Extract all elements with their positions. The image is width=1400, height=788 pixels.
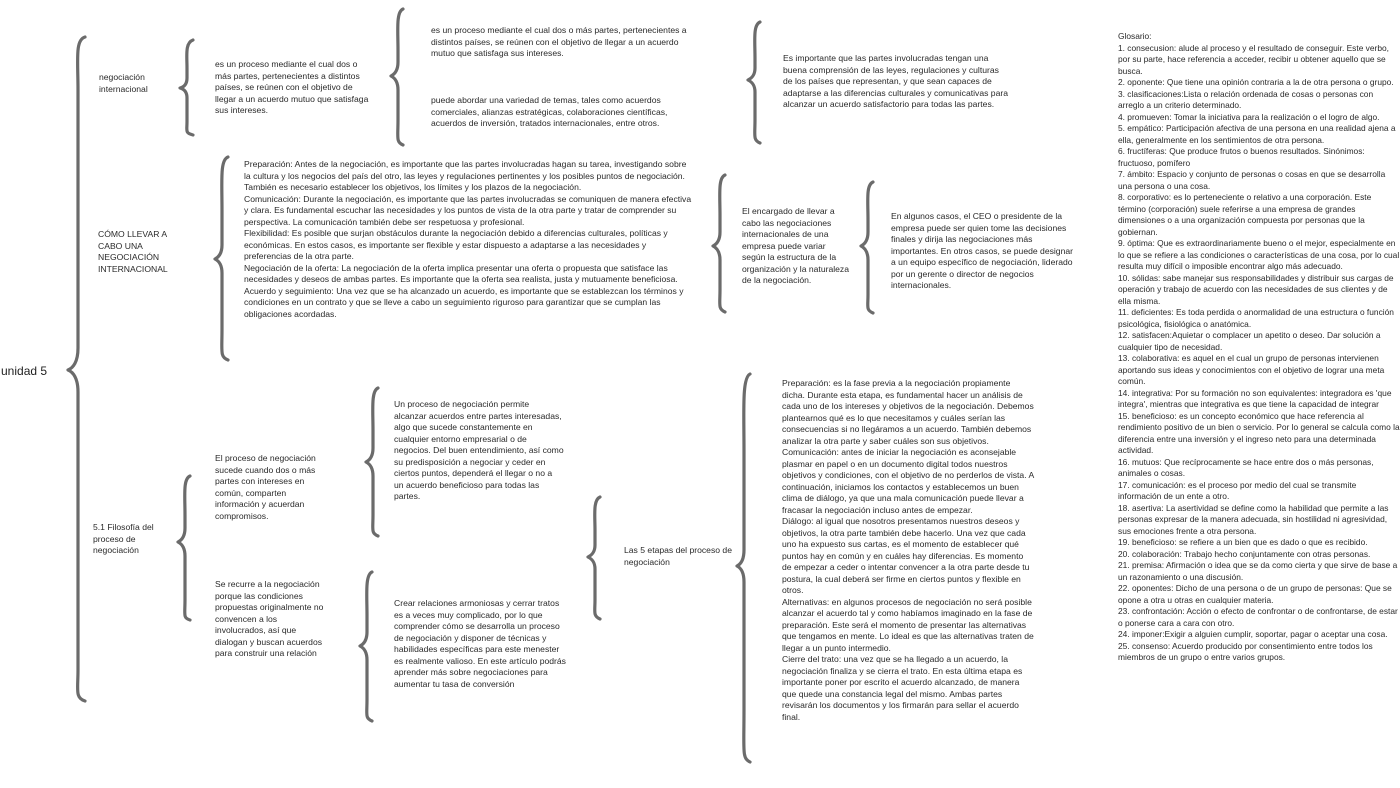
branch2-label: CÓMO LLEVAR A CABO UNA NEGOCIACIÓN INTERNACIONAL xyxy=(98,229,170,274)
branch2-ceo: En algunos casos, el CEO o presidente de la empresa puede ser quien tome las decisiones finales y dirija las negociaciones más importantes. En otros casos, se puede designar a un equipo específico de negociación, liderado por un gerente o director de negocios internacionales. xyxy=(891,211,1076,290)
glossary: Glosario: 1. consecusion: alude al proceso y el resultado de conseguir. Este verbo, por su parte, hace referencia a acceder, recibir u obtener aquello que se busca. 2. oponente: Que tiene una opinión contraria a la de otra persona o grupo. 3. clasificaciones:Lista o relación ordenada de cosas o personas con arreglo a un criterio determinado. 4. promueven: Tomar la iniciativa para la realización o el logro de algo. 5. empático: Participación afectiva de una persona en una realidad ajena a ella, generalmente en los sentimientos de otra persona. 6. fructíferas: Que produce frutos o buenos resultados. Sinónimos: fructuoso, pomífero 7. ámbito: Espacio y conjunto de personas o cosas en que se desarrolla una persona o una cosa. 8. corporativo: es lo perteneciente o relativo a una corporación. Este término (corporación) suele referirse a una empresa de grandes dimensiones o a una organización compuesta por personas que la gobiernan. 9. óptima: Que es extraordinariamente bueno o el mejor, especialmente en lo que se refiere a las condiciones o características de una cosa, por lo cual resulta muy difícil o imposible encontrar algo más adecuado. 10. sólidas: sabe manejar sus responsabilidades y distribuir sus cargas de operación y trabajo de acuerdo con las necesidades de sus clientes y de ella misma. 11. deficientes: Es toda perdida o anormalidad de una estructura o función psicológica, fisiológica o anatómica. 12. satisfacen:Aquietar o complacer un apetito o deseo. Dar solución a cualquier tipo de necesidad. 13. colaborativa: es aquel en el cual un grupo de personas intervienen aportando sus ideas y conocimientos con el objetivo de lograr una meta común. 14. integrativa: Por su formación no son equivalentes: integradora es 'que integra', mientras que integrativa es que tiene la capacidad de integrar 15. beneficioso: es un concepto económico que hace referencia al rendimiento positivo de un bien o servicio. Por lo general se calcula como la diferencia entre una inversión y el ingreso neto para una determinada actividad. 16. mutuos: Que recíprocamente se hace entre dos o más personas, animales o cosas. 17. comunicación: es el proceso por medio del cual se transmite información de un ente a otro. 18. asertiva: La asertividad se define como la habilidad que permite a las personas expresar de la manera adecuada, sin hostilidad ni agresividad, sus emociones frente a otra persona. 19. beneficioso: se refiere a un bien que es dado o que es recibido. 20. colaboración: Trabajo hecho conjuntamente con otras personas. 21. premisa: Afirmación o idea que se da como cierta y que sirve de base a un razonamiento o una discusión. 22. oponentes: Dicho de una persona o de un grupo de personas: Que se opone a otra u otras en cualquier materia. 23. confrontación: Acción o efecto de confrontar o de confrontarse, de estar o ponerse cara a cara con otro. 24. imponer:Exigir a alguien cumplir, soportar, pagar o aceptar una cosa. 25. consenso: Acuerdo producido por consentimiento entre todos los miembros de un grupo o entre varios grupos. xyxy=(1118,31,1400,662)
branch3-a-detail: Un proceso de negociación permite alcanzar acuerdos entre partes interesadas, algo que sucede constantemente en cualquier entorno empresarial o de negocios. Del buen entendimiento, así como su predisposición a negociar y ceder en ciertos puntos, dependerá el llegar o no a un acuerdo beneficioso para todas las partes. xyxy=(394,399,566,501)
branch3-b-detail: Crear relaciones armoniosas y cerrar tratos es a veces muy complicado, por lo que comprender cómo se desarrolla un proceso de negociación y disponer de técnicas y habilidades específicas para este menester es realmente valioso. En este artículo podrás aprender más sobre negociaciones para aumentar tu tasa de conversión xyxy=(394,598,569,689)
branch3-etapas-brace xyxy=(737,374,750,762)
branch1-brace xyxy=(180,40,193,135)
branch1-sub1: es un proceso mediante el cual dos o más partes, pertenecientes a distintos países, se reúnen con el objetivo de llegar a un acuerdo mutuo que satisfaga sus intereses. xyxy=(431,25,689,58)
branch3-b-brace xyxy=(360,572,372,721)
branch2-brace xyxy=(215,157,228,360)
branch3-b: Se recurre a la negociación porque las condiciones propuestas originalmente no convencen a los involucrados, así que dialogan y buscan acuerdos para construir una relación xyxy=(215,579,326,658)
root-label: unidad 5 xyxy=(1,364,48,378)
branch2-ceo-brace xyxy=(861,182,873,313)
branch3-etapas-label-brace xyxy=(588,497,600,619)
root-brace xyxy=(68,37,85,701)
branch1-sub2: puede abordar una variedad de temas, tales como acuerdos comerciales, alianzas estratégicas, colaboraciones científicas, acuerdos de inversión, tratados internacionales, entre otros. xyxy=(431,95,670,128)
branch1-note: Es importante que las partes involucradas tengan una buena comprensión de las leyes, regulaciones y culturas de los países que representan, y que sean capaces de adaptarse a las diferencias culturales y comunicativas para alcanzar un acuerdo satisfactorio para todas las partes. xyxy=(783,53,1011,109)
branch3-brace xyxy=(178,476,190,620)
branch3-label: 5.1 Filosofía del proceso de negociación xyxy=(93,522,157,555)
branch2-steps: Preparación: Antes de la negociación, es importante que las partes involucradas hagan su tarea, investigando sobre la cultura y los negocios del país del otro, las leyes y regulaciones pertinentes y los posibles puntos de negociación. También es necesario establecer los objetivos, los límites y los plazos de la negociación. Comunicación: Durante la negociación, es importante que las partes involucradas se comuniquen de manera efectiva y clara. Es fundamental escuchar las necesidades y los puntos de vista de la otra parte y tratar de comprender su perspectiva. La comunicación también debe ser respetuosa y profesional. Flexibilidad: Es posible que surjan obstáculos durante la negociación debido a diferencias culturales, políticas y económicas. En estos casos, es importante ser flexible y estar dispuesto a adaptarse a las necesidades y preferencias de la otra parte. Negociación de la oferta: La negociación de la oferta implica presentar una oferta o propuesta que satisface las necesidades y deseos de ambas partes. Es importante que la oferta sea realista, justa y mutuamente beneficiosa. Acuerdo y seguimiento: Una vez que se ha alcanzado un acuerdo, es importante que se establezcan los términos y condiciones en un contrato y que se lleve a cabo un seguimiento riguroso para garantizar que se cumplan las obligaciones acordadas. xyxy=(244,159,692,319)
branch1-label: negociación internacional xyxy=(99,72,148,94)
branch1-sub-brace xyxy=(391,9,403,145)
branch3-etapas-label: Las 5 etapas del proceso de negociación xyxy=(624,545,735,567)
branch2-encargado-brace xyxy=(713,175,725,312)
branch3-etapas: Preparación: es la fase previa a la negociación propiamente dicha. Durante esta etapa, es fundamental hacer un análisis de cada uno de los intereses y objetivos de la negociación. Debemos plantearnos qué es lo que necesitamos y cuáles serían las consecuencias si no llegáramos a un acuerdo. También debemos analizar la otra parte y saber cuáles son sus objetivos. Comunicación: antes de iniciar la negociación es aconsejable plasmar en papel o en un documento digital todos nuestros objetivos y condiciones, con el objetivo de no perderlos de vista. A continuación, iniciamos los contactos y establecemos un buen clima de diálogo, ya que una mala comunicación puede llevar a fracasar la negociación incluso antes de empezar. Diálogo: al igual que nosotros presentamos nuestros deseos y objetivos, la otra parte también debe hacerlo. Una vez que cada uno ha expuesto sus cartas, es el momento de establecer qué puntos hay en común y en cuáles hay diferencias. Es momento de empezar a ceder o intentar convencer a la otra parte desde tu postura, la cual deberá ser firme en ciertos puntos y flexible en otros. Alternativas: en algunos procesos de negociación no será posible alcanzar el acuerdo tal y como habíamos imaginado en la fase de preparación. Este será el momento de presentar las alternativas que tengamos en mente. Lo ideal es que las alternativas traten de llegar a un punto intermedio. Cierre del trato: una vez que se ha llegado a un acuerdo, la negociación finaliza y se cierra el trato. En esta última etapa es importante poner por escrito el acuerdo alcanzado, de manera que quede una constancia legal del mismo. Ambas partes revisarán los documentos y los firmarán para sellar el acuerdo final. xyxy=(782,378,1034,722)
branch1-definition: es un proceso mediante el cual dos o más partes, pertenecientes a distintos países, se reúnen con el objetivo de llegar a un acuerdo mutuo que satisfaga sus intereses. xyxy=(215,59,371,115)
branch1-note-brace xyxy=(748,22,760,143)
branch2-encargado: El encargado de llevar a cabo las negociaciones internacionales de una empresa puede variar según la estructura de la organización y la naturaleza de la negociación. xyxy=(742,206,852,285)
branch3-a-brace xyxy=(366,388,378,536)
branch3-a: El proceso de negociación sucede cuando dos o más partes con intereses en común, comparten información y acuerdan compromisos. xyxy=(215,453,319,521)
